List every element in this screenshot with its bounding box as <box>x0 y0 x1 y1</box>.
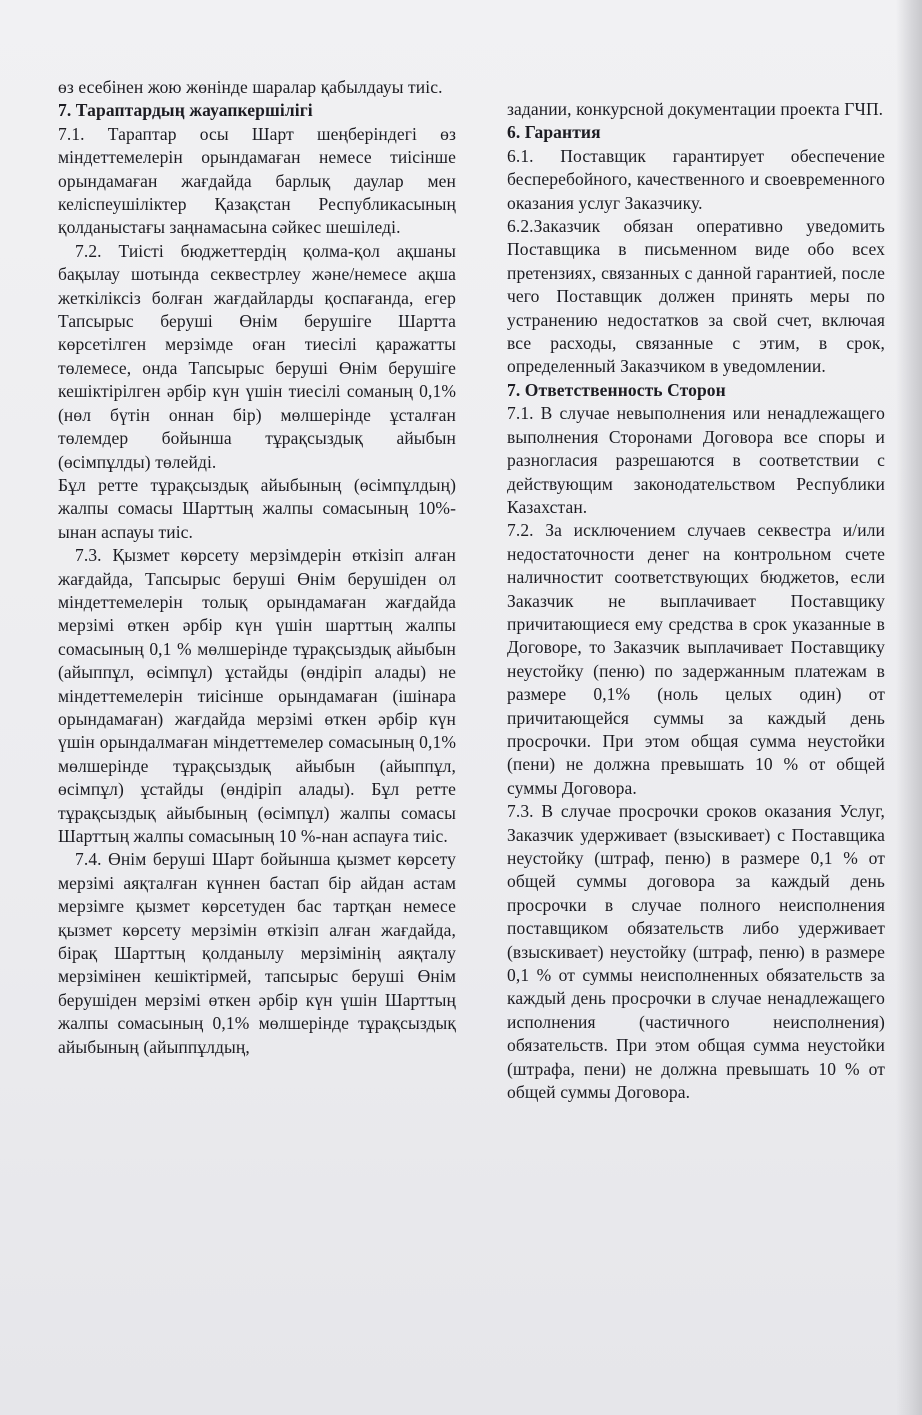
kz-section-7-heading: 7. Тараптардың жауапкершілігі <box>58 100 313 121</box>
ru-clause-7-3: 7.3. В случае просрочки сроков оказания Услуг, Заказчик удерживает (взыскивает) с Поставщика неустойку (штраф, пеню) в размере 0,1 % от общей суммы договора за каждый день просрочки в случае полного неисполнения поставщиком обязательств либо удерживает (взыскивает) неустойку (штраф, пеню) в размере 0,1 % от суммы неисполненных обязательств за каждый день просрочки в случае ненадлежащего исполнения (частичного неисполнения) обязательств. При этом общая сумма неустойки (штрафа, пени) не должна превышать 10 % от общей суммы Договора. <box>507 801 885 1103</box>
kz-clause-7-2-note: Бұл ретте тұрақсыздық айыбының (өсімпұлдың) жалпы сомасы Шарттың жалпы сомасының 10%-ынан аспауы тиіс. <box>58 474 456 542</box>
kz-clause-7-3: 7.3. Қызмет көрсету мерзімдерін өткізіп алған жағдайда, Тапсырыс беруші Өнім берушіден ол міндеттемелерін толық орындамаған жағдайда мерзімі өткен әрбір күн үшін шарттың жалпы сомасының 0,1 % мөлшерінде тұрақсыздық айыбын (айыппұл, өсімпұл) ұстайды (өндіріп алады) не міндеттемелерін тиісінше орындамаған (ішінара орындамаған) жағдайда мерзімі өткен әрбір күн үшін орындалмаған міндеттемелер сомасының 0,1% мөлшерінде тұрақсыздық айыбын (айыппұл, өсімпұл) ұстайды (өндіріп алады). Бұл ретте тұрақсыздық айыбының (өсімпұл) жалпы сомасы Шарттың жалпы сомасының 10 %-нан аспауға тиіс. <box>58 545 456 846</box>
page-edge-shadow <box>896 0 922 1415</box>
ru-clause-7-1: 7.1. В случае невыполнения или ненадлежащего выполнения Сторонами Договора все споры и разногласия разрешаются в соответствии с действующим законодательством Республики Казахстан. <box>507 403 885 517</box>
ru-clause-6-1: 6.1. Поставщик гарантирует обеспечение бесперебойного, качественного и своевременного оказания услуг Заказчику. <box>507 145 885 213</box>
russian-column <box>507 98 885 1104</box>
ru-intro-tail: задании, конкурсной документации проекта ГЧП. <box>507 99 884 119</box>
kz-intro-tail: өз есебінен жою жөнінде шаралар қабылдауы тиіс. <box>58 77 443 97</box>
ru-section-7-heading: 7. Ответственность Сторон <box>507 379 726 400</box>
kz-clause-7-4: 7.4. Өнім беруші Шарт бойынша қызмет көрсету мерзімі аяқталған күннен бастап бір айдан астам мерзімге қызмет көрсетуден бас тартқан немесе қызмет көрсету мерзімін өткізіп алған жағдайда, бірақ Шарттың қолданылу мерзімінің аяқталу мерзімінен кешіктірмей, тапсырыс беруші Өнім берушіден мерзімі өткен әрбір күн үшін Шарттың жалпы сомасының 0,1% мөлшерінде тұрақсыздық айыбының (айыппұлдың, <box>58 849 456 1057</box>
kazakh-column <box>58 76 456 1059</box>
ru-section-6-heading: 6. Гарантия <box>507 122 601 143</box>
kz-clause-7-1: 7.1. Тараптар осы Шарт шеңберіндегі өз міндеттемелерін орындамаған немесе тиісінше орындамаған жағдайда барлық даулар мен келіспеушіліктер Қазақстан Республикасының қолданыстағы заңнамасына сәйкес шешіледі. <box>58 123 456 238</box>
ru-clause-6-2: 6.2.Заказчик обязан оперативно уведомить Поставщика в письменном виде обо всех претензиях, связанных с данной гарантией, после чего Поставщик должен принять меры по устранению недостатков за свой счет, включая все расходы, связанные с этим, в срок, определенный Заказчиком в уведомлении. <box>507 216 885 377</box>
ru-clause-7-2: 7.2. За исключением случаев секвестра и/или недостаточности денег на контрольном счете наличностит соответствующих бюджетов, если Заказчик не выплачивает Поставщику причитающиеся ему средства в срок указанные в Договоре, то Заказчик выплачивает Поставщику неустойку (пеню) по задержанным платежам в размере 0,1% (ноль целых один) от причитающейся суммы за каждый день просрочки. При этом общая сумма неустойки (пени) не должна превышать 10 % от общей суммы Договора. <box>507 520 885 798</box>
kz-clause-7-2: 7.2. Тиісті бюджеттердің қолма-қол ақшаны бақылау шотында секвестрлеу және/немесе ақша жеткіліксіз болған жағдайларды қоспағанда, егер Тапсырыс беруші Өнім берушіге Шартта көрсетілген мерзімде оған тиесілі қаражатты төлемесе, онда Тапсырыс беруші Өнім берушіге кешіктірілген әрбір күн үшін тиесілі соманың 0,1% (нөл бүтін оннан бір) мөлшерінде ұсталған төлемдер бойынша тұрақсыздық айыбын (өсімпұлды) төлейді. <box>58 240 456 472</box>
